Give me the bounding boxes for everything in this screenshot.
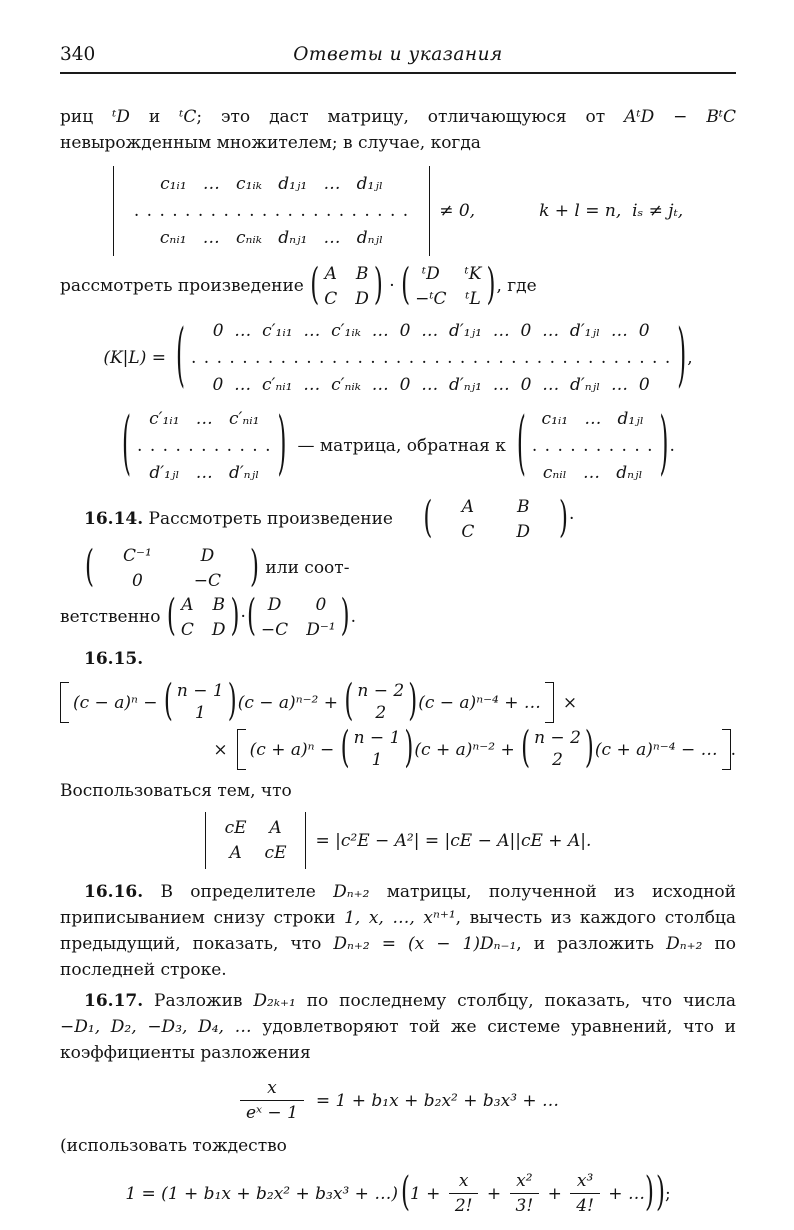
paren-left: ( bbox=[175, 317, 185, 396]
hint-16-15 bbox=[60, 778, 736, 804]
matrix-cell: B bbox=[355, 264, 369, 284]
matrix-tDK bbox=[401, 262, 495, 311]
plus-operator: + bbox=[481, 1183, 507, 1204]
formula-term: (c − a)ⁿ⁻⁴ + … bbox=[418, 692, 541, 713]
paren-right: ) bbox=[230, 592, 240, 641]
matrix-cell: A bbox=[461, 497, 475, 517]
fraction-denominator: 3! bbox=[510, 1193, 540, 1216]
formula-term: (c − a)ⁿ⁻² + bbox=[237, 692, 344, 713]
matrix-cell: A bbox=[324, 264, 337, 284]
matrix-row: c₁ᵢ₁ … d₁ⱼₗ bbox=[541, 409, 644, 429]
problem-16-17 bbox=[60, 988, 736, 1066]
fraction-denominator: 4! bbox=[570, 1193, 600, 1216]
paren-right: ) bbox=[340, 592, 350, 641]
matrix-row: d′₁ⱼₗ … d′ₙⱼₗ bbox=[149, 463, 260, 483]
binomial-top: n − 1 bbox=[176, 681, 224, 701]
intro-text: риц bbox=[60, 107, 113, 127]
fraction-denominator: eˣ − 1 bbox=[240, 1100, 304, 1123]
matrix-cell: D⁻¹ bbox=[306, 620, 336, 640]
intro-text: ; это даст матрицу, отличающуюся от bbox=[196, 107, 625, 127]
matrix-row: c₁ᵢ₁ … c₁ᵢₖ d₁ⱼ₁ … d₁ⱼₗ bbox=[160, 174, 383, 194]
problem-text: по последнему столбцу, показать, что числа bbox=[295, 991, 736, 1011]
matrix-rows bbox=[526, 405, 660, 487]
square-bracket-right bbox=[722, 729, 731, 770]
math-recurrence: Dₙ₊₂ = (x − 1)Dₙ₋₁ bbox=[333, 934, 517, 954]
matrix-cell: −C bbox=[193, 571, 222, 591]
binomial-n2-2 bbox=[344, 677, 418, 726]
binomial-bottom: 2 bbox=[552, 750, 563, 770]
period: . bbox=[350, 607, 356, 627]
problem-number: 16.16. bbox=[84, 882, 144, 902]
paren-right: ) bbox=[659, 405, 669, 484]
matrix-ABCD bbox=[310, 262, 383, 311]
matrix-rows bbox=[131, 405, 277, 487]
determinant-rhs: = |c²E − A²| = |cE − A||cE + A|. bbox=[315, 830, 592, 851]
binomial-top: n − 1 bbox=[353, 728, 401, 748]
identity-formula bbox=[60, 1171, 736, 1216]
bracket-group bbox=[60, 677, 554, 726]
math-Dn2: Dₙ₊₂ bbox=[333, 882, 370, 902]
matrix-cell: B bbox=[516, 497, 530, 517]
matrix-rows bbox=[220, 816, 292, 865]
inverse-matrix-line bbox=[60, 405, 736, 487]
matrix-row: cₙᵢₗ … dₙⱼₗ bbox=[542, 463, 643, 483]
problem-text: или соот- bbox=[260, 558, 350, 578]
paren-left: ( bbox=[521, 724, 531, 773]
cdot-operator: · bbox=[240, 607, 246, 627]
fraction-numerator: x² bbox=[516, 1171, 533, 1191]
period: . bbox=[669, 436, 675, 456]
kl-matrix bbox=[176, 317, 686, 399]
binomial-n1-1 bbox=[340, 724, 414, 773]
problem-16-15-number-line bbox=[60, 646, 736, 672]
fraction bbox=[240, 1078, 304, 1123]
matrix-row: 0 … c′₁ᵢ₁ … c′₁ᵢₖ … 0 … d′₁ⱼ₁ … 0 … d′₁ⱼₗ … 0 bbox=[212, 321, 650, 341]
fraction bbox=[570, 1171, 600, 1216]
binomial-bottom: 2 bbox=[375, 703, 387, 723]
matrix-cell: D bbox=[355, 289, 369, 309]
matrix-cell: B bbox=[212, 595, 225, 615]
matrix-ABCD bbox=[399, 495, 568, 544]
math-D2k1: D₂ₖ₊₁ bbox=[253, 991, 296, 1011]
binomial-top: n − 2 bbox=[534, 728, 581, 748]
problem-16-14-line2 bbox=[60, 593, 736, 642]
matrix-cell: C bbox=[324, 289, 338, 309]
paren-left: ( bbox=[344, 677, 354, 726]
paren-right: ) bbox=[408, 677, 418, 726]
math-tC: ᵗC bbox=[179, 107, 197, 127]
problem-text: Рассмотреть произведение bbox=[143, 509, 399, 529]
neq-zero: ≠ 0, bbox=[439, 201, 476, 221]
paren-left: ( bbox=[122, 405, 132, 484]
problem-text: , и разложить bbox=[516, 934, 667, 954]
times-operator: × bbox=[562, 692, 578, 713]
problem-number: 16.17. bbox=[84, 991, 144, 1011]
matrix-cell: A bbox=[229, 843, 242, 863]
matrix-cell: C bbox=[461, 522, 475, 542]
matrix-cell: −ᵗC bbox=[415, 289, 447, 309]
matrix-dots-row: . . . . . . . . . . . bbox=[137, 436, 272, 456]
product-line bbox=[60, 262, 736, 311]
fraction bbox=[510, 1171, 540, 1216]
square-bracket-left bbox=[60, 682, 69, 723]
matrix-cell: D bbox=[516, 522, 531, 542]
matrix-cell: C⁻¹ bbox=[122, 546, 152, 566]
math-tD: ᵗD bbox=[112, 107, 130, 127]
fraction-numerator: x bbox=[458, 1171, 469, 1191]
matrix-cell: A bbox=[269, 818, 282, 838]
paren-right: ) bbox=[373, 261, 383, 310]
paren-right: ) bbox=[277, 405, 287, 484]
math-D-sequence: −D₁, D₂, −D₃, D₄, … bbox=[60, 1017, 252, 1037]
page-header bbox=[60, 44, 736, 74]
matrix-cell: D bbox=[211, 620, 226, 640]
times-operator: × bbox=[213, 739, 228, 760]
intro-text: и bbox=[129, 107, 180, 127]
problem-text: Разложив bbox=[143, 991, 254, 1011]
fraction bbox=[449, 1171, 479, 1216]
matrix-cell: cE bbox=[224, 818, 247, 838]
binomial-top: n − 2 bbox=[357, 681, 405, 701]
problem-16-14-line1 bbox=[60, 495, 736, 593]
matrix-cell: 0 bbox=[131, 571, 143, 591]
paren-right: ) bbox=[677, 317, 687, 396]
binomial-bottom: 1 bbox=[194, 703, 206, 723]
comma: , bbox=[687, 348, 693, 368]
formula-16-15-line1 bbox=[60, 677, 736, 726]
problem-number: 16.14. bbox=[84, 509, 144, 529]
paren-left: ( bbox=[423, 494, 433, 543]
product-text: , где bbox=[496, 276, 537, 296]
cdot-operator: · bbox=[569, 509, 575, 529]
kl-matrix-formula bbox=[60, 317, 736, 399]
product-text: рассмотреть произведение bbox=[60, 276, 310, 296]
formula-term: (c + a)ⁿ⁻² + bbox=[414, 739, 521, 760]
fraction-numerator: x³ bbox=[576, 1171, 594, 1191]
math-AtD-BtC: AᵗD − BᵗC bbox=[624, 107, 737, 127]
inverse-text: — матрица, обратная к bbox=[297, 436, 506, 456]
matrix-dots-row: . . . . . . . . . . . . . . . . . . . . . . . . . . . . . . . . . . . . . . bbox=[190, 348, 672, 368]
semicolon: ; bbox=[664, 1183, 671, 1204]
problem-text: В определителе bbox=[143, 882, 334, 902]
problem-text: по последней строке. bbox=[60, 934, 737, 980]
problem-number: 16.15. bbox=[84, 649, 144, 669]
matrix-cell: 0 bbox=[315, 595, 327, 615]
matrix-D0CDinv bbox=[247, 593, 350, 642]
inverse-matrix bbox=[122, 405, 286, 487]
problem-text: матрицы, полученной из исходной приписыванием снизу строки bbox=[60, 882, 736, 928]
matrix-cell: D bbox=[200, 546, 215, 566]
square-bracket-right bbox=[545, 682, 554, 723]
index-condition: k + l = n, iₛ ≠ jₜ, bbox=[539, 201, 684, 221]
binomial-n1-1 bbox=[163, 677, 237, 726]
identity-term: + … bbox=[602, 1183, 645, 1204]
matrix-dots-row: . . . . . . . . . . . . . . . . . . . . . . bbox=[133, 201, 410, 221]
determinant-condition-formula bbox=[60, 166, 736, 256]
matrix-CinvD bbox=[61, 544, 259, 593]
paren-left: ( bbox=[310, 261, 320, 310]
running-title: Ответы и указания bbox=[293, 44, 503, 65]
matrix-row: c′₁ᵢ₁ … c′ₙᵢ₁ bbox=[149, 409, 260, 429]
matrix-cell: C bbox=[180, 620, 194, 640]
identity-intro bbox=[60, 1133, 736, 1159]
paren-right: ) bbox=[559, 494, 569, 543]
paren-left: ( bbox=[400, 1169, 410, 1216]
matrix-cell: ᵗL bbox=[465, 289, 481, 309]
paren-left: ( bbox=[163, 677, 173, 726]
matrix-cell: cE bbox=[264, 843, 287, 863]
problem-text: удовлетворяют той же системе уравнений, что и коэффициенты разложения bbox=[60, 1017, 736, 1063]
paren-right: ) bbox=[250, 543, 260, 592]
math-Dn2: Dₙ₊₂ bbox=[666, 934, 703, 954]
matrix-ABCD bbox=[167, 593, 240, 642]
paren-right: ) bbox=[404, 724, 414, 773]
paren-left: ( bbox=[516, 405, 526, 484]
identity-lead: 1 = (1 + b₁x + b₂x² + b₃x³ + …) bbox=[125, 1183, 398, 1204]
matrix-row: 0 … c′ₙᵢ₁ … c′ₙᵢₖ … 0 … d′ₙⱼ₁ … 0 … d′ₙⱼₗ … 0 bbox=[212, 375, 650, 395]
determinant-matrix bbox=[113, 166, 430, 256]
matrix-cell: A bbox=[181, 595, 194, 615]
paren-right: ) bbox=[644, 1169, 654, 1216]
matrix-cell: ᵗD bbox=[421, 264, 440, 284]
bracket-group bbox=[237, 724, 731, 773]
intro-paragraph bbox=[60, 104, 736, 156]
determinant-cE-formula bbox=[60, 812, 736, 869]
paren-right: ) bbox=[584, 724, 594, 773]
matrix-cell: −C bbox=[260, 620, 289, 640]
paren-left: ( bbox=[246, 592, 256, 641]
matrix-rows bbox=[128, 170, 415, 252]
paren-right: ) bbox=[227, 677, 237, 726]
hint-text: Воспользоваться тем, что bbox=[60, 781, 292, 801]
paren-left: ( bbox=[401, 261, 411, 310]
binomial-n2-2 bbox=[521, 724, 594, 773]
original-submatrix bbox=[517, 405, 669, 487]
matrix-cell: ᵗK bbox=[464, 264, 482, 284]
kl-lhs: (K|L) = bbox=[103, 348, 166, 368]
matrix-cell: D bbox=[267, 595, 282, 615]
identity-intro-text: (использовать тождество bbox=[60, 1136, 287, 1156]
intro-text: невырожденным множителем; в случае, когда bbox=[60, 133, 481, 153]
determinant-matrix bbox=[205, 812, 307, 869]
plus-operator: + bbox=[542, 1183, 568, 1204]
matrix-dots-row: . . . . . . . . . . bbox=[531, 436, 654, 456]
fraction-numerator: x bbox=[267, 1078, 277, 1098]
formula-16-15-line2 bbox=[60, 724, 736, 773]
problem-16-16 bbox=[60, 879, 736, 983]
fraction-denominator: 2! bbox=[449, 1193, 479, 1216]
math-row-1-x: 1, x, …, xⁿ⁺¹ bbox=[344, 908, 456, 928]
period: . bbox=[730, 739, 736, 760]
binomial-bottom: 1 bbox=[371, 750, 383, 770]
series-rhs: = 1 + b₁x + b₂x² + b₃x³ + … bbox=[315, 1090, 560, 1111]
problem-text: ветственно bbox=[60, 607, 166, 627]
paren-left: ( bbox=[340, 724, 350, 773]
square-bracket-left bbox=[237, 729, 246, 770]
formula-term: (c + a)ⁿ − bbox=[249, 739, 340, 760]
problem-text: , вычесть из каждого столбца предыдущий, показать, что bbox=[60, 908, 736, 954]
matrix-row: cₙᵢ₁ … cₙᵢₖ dₙⱼ₁ … dₙⱼₗ bbox=[159, 228, 384, 248]
matrix-rows bbox=[185, 317, 677, 399]
paren-left: ( bbox=[85, 543, 94, 592]
formula-term: (c + a)ⁿ⁻⁴ − … bbox=[594, 739, 718, 760]
paren-right: ) bbox=[655, 1169, 665, 1216]
euler-series-formula bbox=[60, 1078, 736, 1123]
cdot-operator: · bbox=[389, 276, 395, 296]
paren-left: ( bbox=[166, 592, 176, 641]
identity-term: 1 + bbox=[409, 1183, 446, 1204]
page-number: 340 bbox=[60, 44, 96, 65]
formula-term: (c − a)ⁿ − bbox=[73, 692, 163, 713]
paren-right: ) bbox=[486, 261, 496, 310]
